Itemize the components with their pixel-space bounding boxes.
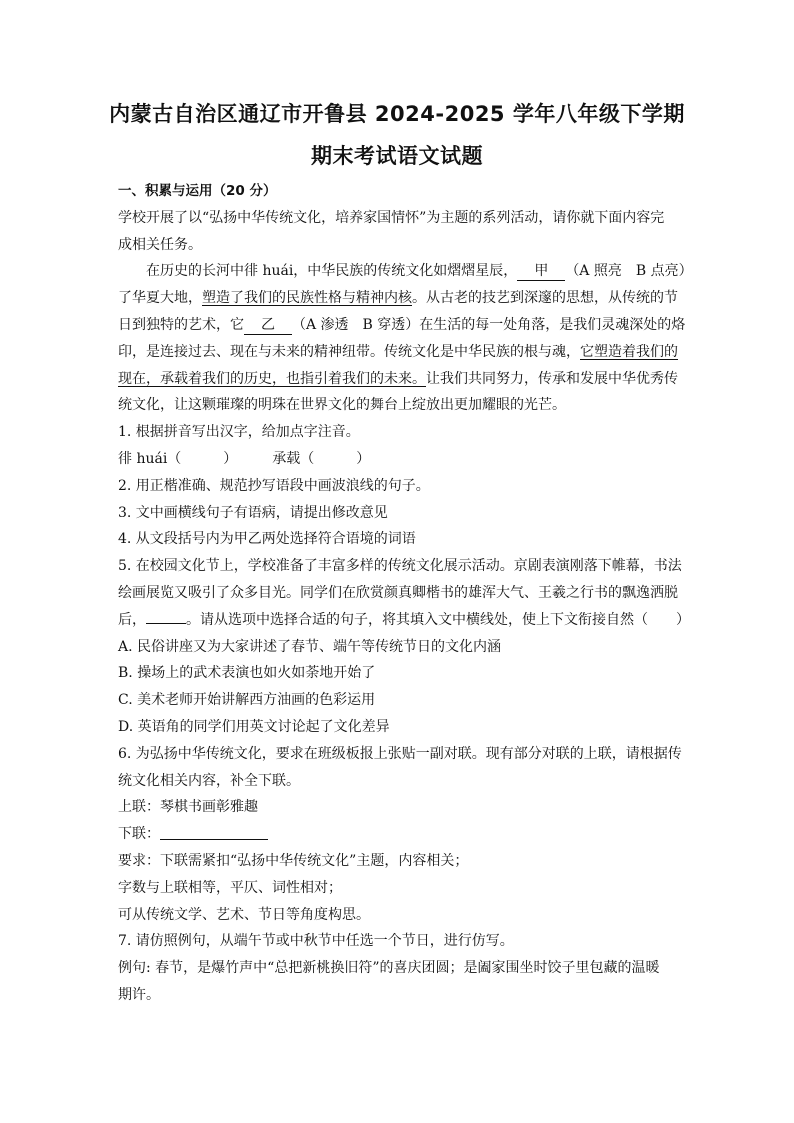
- passage-text: （A 渗透 B 穿透）在生活的每一处角落，是我们灵魂深处的烙: [292, 316, 686, 333]
- question-text: 后，: [118, 611, 146, 628]
- example-line: 期许。: [118, 986, 160, 1003]
- blank-jia: 甲: [517, 262, 565, 281]
- option-c: C. 美术老师开始讲解西方油画的色彩运用: [118, 692, 376, 709]
- question-5: [118, 607, 690, 634]
- option-a: A. 民俗讲座又为大家讲述了春节、端午等传统节日的文化内涵: [118, 638, 502, 655]
- passage-text: 日到独特的艺术，它: [118, 316, 244, 333]
- wavy-underlined-sentence: 现在，承载着我们的历史，也指引着我们的未来。: [118, 370, 426, 387]
- example-line: 例句: 春节，是爆竹声中“总把新桃换旧符”的喜庆团圆；是阖家围坐时饺子里包藏的温暖: [118, 960, 660, 977]
- passage-line: [118, 285, 684, 312]
- question-7: 7. 请仿照例句，从端午节或中秋节中任选一个节日，进行仿写。: [118, 933, 514, 950]
- exam-content: [118, 178, 693, 1009]
- passage-text: 。从古老的技艺到深邃的思想，从传统的节: [412, 290, 678, 307]
- couplet-upper: 上联：琴棋书画彰雅趣: [118, 799, 258, 816]
- question-5: 绘画展览又吸引了众多目光。同学们在欣赏颜真卿楷书的雄浑大气、王羲之行书的飘逸洒脱: [118, 584, 678, 601]
- passage-line: [118, 258, 693, 285]
- question-2: 2. 用正楷准确、规范抄写语段中画波浪线的句子。: [118, 477, 430, 494]
- question-1-answer: 徘 huái（ ） 承载（ ）: [118, 450, 371, 467]
- passage-line: [118, 366, 684, 393]
- question-3: 3. 文中画横线句子有语病，请提出修改意见: [118, 504, 388, 521]
- option-d: D. 英语角的同学们用英文讨论起了文化差异: [118, 718, 390, 735]
- blank-yi: 乙: [244, 316, 292, 335]
- couplet-lower-blank: [160, 825, 268, 840]
- option-b: B. 操场上的武术表演也如火如荼地开始了: [118, 665, 376, 682]
- requirement-line: 要求：下联需紧扣“弘扬中华传统文化”主题，内容相关；: [118, 852, 469, 869]
- wavy-underlined-sentence: 它塑造着我们的: [580, 343, 678, 360]
- underlined-sentence: 塑造了我们的民族性格与精神内核: [202, 290, 412, 307]
- passage-line: [118, 312, 684, 339]
- intro-line: 成相关任务。: [118, 236, 202, 253]
- intro-line: 学校开展了以“弘扬中华传统文化，培养家国情怀”为主题的系列活动，请你就下面内容完: [118, 209, 665, 226]
- section-heading: 一、积累与运用（20 分）: [118, 183, 277, 199]
- question-4: 4. 从文段括号内为甲乙两处选择符合语境的词语: [118, 531, 416, 548]
- passage-text: （A 照亮 B 点亮）: [565, 263, 693, 280]
- requirement-line: 字数与上联相等，平仄、词性相对；: [118, 879, 342, 896]
- passage-text: 了华夏大地，: [118, 290, 202, 307]
- question-5: 5. 在校园文化节上，学校准备了丰富多样的传统文化展示活动。京剧表演刚落下帷幕，书法: [118, 558, 682, 575]
- question-6: 统文化相关内容，补全下联。: [118, 772, 300, 789]
- couplet-lower-label: 下联：: [118, 826, 160, 843]
- passage-text: 让我们共同努力，传承和发展中华优秀传: [426, 370, 678, 387]
- exam-title: 内蒙古自治区通辽市开鲁县 2024-2025 学年八年级下学期: [109, 102, 685, 126]
- exam-subtitle: 期末考试语文试题: [311, 144, 483, 168]
- requirement-line: 可从传统文学、艺术、节日等角度构思。: [118, 906, 370, 923]
- question-1: 1. 根据拼音写出汉字，给加点字注音。: [118, 424, 360, 441]
- passage-text: 印，是连接过去、现在与未来的精神纽带。传统文化是中华民族的根与魂，: [118, 343, 580, 360]
- couplet-lower: [118, 821, 684, 848]
- passage-line: [118, 339, 684, 366]
- fill-blank: [146, 623, 186, 624]
- passage-line: 统文化，让这颗璀璨的明珠在世界文化的舞台上绽放出更加耀眼的光芒。: [118, 397, 566, 414]
- question-6: 6. 为弘扬中华传统文化，要求在班级板报上张贴一副对联。现有部分对联的上联，请根据传: [118, 745, 682, 762]
- question-text: 。请从选项中选择合适的句子，将其填入文中横线处，使上下文衔接自然（ ）: [186, 611, 690, 628]
- passage-text: 在历史的长河中徘 huái，中华民族的传统文化如熠熠星辰，: [146, 263, 518, 280]
